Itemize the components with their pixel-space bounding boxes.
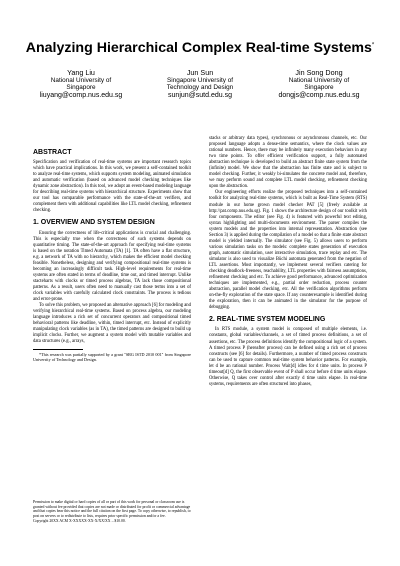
body-paragraph: In RTS module, a system model is composed of multiple elements, i.e. constants, global variables/channels, a set of timed process definitions, a set of assertions, etc. The process definitions identify the compositional logic of a system. A timed process P (hereafter process) can be defined using a rich set of process constructs (see [6] for details). Furthermore, a number of timed process constructs can be used to capture common real-time system behavior patterns. For example, let d be an rational number. Process Wait[d] idles for d time units. In process P timeout[d] Q, the first observable event of P shall occur before d time units elapse. Otherwise, Q takes over control after exactly d time units elapse. In real-time systems, requirements are often structured into phases, xyxy=(209,327,367,387)
copyright-line: Copyright 20XX ACM X-XXXXX-XX-X/XX/XX ...$10.00. xyxy=(33,518,126,523)
abstract-heading: ABSTRACT xyxy=(33,149,72,156)
footnote: *This research was partially supported by a grant "SRG ISTD 2010 001" from Singapore University of Technology and Design. xyxy=(33,352,191,363)
permission-text: Permission to make digital or hard copies of all or part of this work for personal or classroom use is granted without fee provided that copies are not made or distributed for profit or commercial advantage and that copies bear this notice and the full citation on the first page. To copy otherwise, to republish, to post on servers or to redistribute to lists, requires prior specific permission and/or a fee. xyxy=(33,500,191,519)
section-1-paragraph: To solve this problem, we proposed an alternative approach [6] for modeling and verifying hierarchical real-time systems. Based on process algebra, our modeling language introduces a rich set of concurrent operators and compositional timed behavioral patterns like deadline, within, timed interrupt, etc. Instead of explicitly manipulating clock variables (as in TA), the timed patterns are designed to build up implicit clocks. Further, we augment a system model with mutable variables and data structures (e.g., arrays, xyxy=(33,303,191,345)
abstract-text: Specification and verification of real-time systems are important research topics which have practical implications. In this work, we present a self-contained toolkit to analyze real-time systems, which supports system modeling, animated simulation and automatic verification (based on advanced model checking techniques like dynamic zone abstraction). In this tool, we adopt an event-based modeling language for describing real-time systems with hierarchical structure. Experiments show that our tool has comparable performance with the state-of-the-art verifiers, and complement them with additional capabilities like LTL model checking, refinement checking. xyxy=(33,160,191,214)
section-1-heading: 1. OVERVIEW AND SYSTEM DESIGN xyxy=(33,219,155,227)
author-affiliation: Singapore University of xyxy=(166,77,234,84)
author-name: Yang Liu xyxy=(67,68,95,77)
right-column xyxy=(209,136,367,388)
paper-title: Analyzing Hierarchical Complex Real-time Systems* xyxy=(25,40,375,56)
author-2 xyxy=(141,68,259,99)
body-paragraph: stacks or arbitrary data types), synchronous or asynchronous channels, etc. Our proposed language adopts a dense-time semantics, where the clock values are rational numbers. Hence, there may be infinitely many execution behaviors in any two time points. To offer efficient verification support, a fully automated abstraction technique is developed to build an abstract finite state system from the (infinite) model. We show that the abstraction has finite state and is subject to model checking. Further, it weakly bi-simulates the concrete model and, therefore, we may perform sound and complete LTL model checking, refinement checking upon the abstraction. xyxy=(209,136,367,190)
author-3 xyxy=(260,68,378,99)
title-footnote-mark: * xyxy=(371,42,375,49)
section-2-heading: 2. REAL-TIME SYSTEM MODELING xyxy=(209,316,326,324)
author-email: sunjun@sutd.edu.sg xyxy=(168,91,232,99)
footnote-rule xyxy=(33,349,83,350)
permission-block xyxy=(33,500,191,524)
author-affiliation: National University of xyxy=(50,77,112,84)
author-1 xyxy=(22,68,140,99)
author-block xyxy=(22,68,378,99)
section-1-paragraph: Ensuring the correctness of life-critical applications is crucial and challenging. This is especially true when the correctness of such systems depends on quantitative timing. The state-of-the-art approach for specifying real-time systems is based on the notation Timed Automata (TA) [1]. TA often have a flat structure, e.g. a network of TA with no hierarchy, which makes the efficient model checking feasible. Nonetheless, designing and verifying compositional real-time systems is becoming an increasingly difficult task. High-level requirements for real-time systems are often stated in terms of deadline, time out, and timed interrupt. Unlike stacteharts with clocks or timed process algebras, TA lack those compositional patterns. As a result, users often need to manually cast those terms into a set of clock variables with carefully calculated clock constraints. The process is tedious and error-prone. xyxy=(33,230,191,303)
author-name: Jin Song Dong xyxy=(295,68,343,77)
author-name: Jun Sun xyxy=(186,68,214,77)
author-email: dongjs@comp.nus.edu.sg xyxy=(278,91,360,99)
author-affiliation: National University of xyxy=(288,77,350,84)
left-column xyxy=(33,150,191,362)
author-email: liuyang@comp.nus.edu.sg xyxy=(39,91,123,99)
body-paragraph: Our engineering efforts realize the proposed techniques into a self-contained toolkit for analyzing real-time systems, which is built as Real-Time System (RTS) module in our home grown model checker PAT [5] (freely available at http://pat.comp.nus.edu.sg). Fig. 1 shows the architecture design of our toolkit with four components. The editor (see Fig. 4) is featured with powerful text editing, syntax highlighting and multi-documents environment. The parser compiles the system models and the properties into internal representation. Abstraction (see Section 3) is applied during the compilation of a model so that a finite state abstract model is yielded internally. The simulator (see Fig. 5) allows users to perform various simulation tasks on the models: complete states generation of execution graph, automatic simulation, user interactive simulation, trace replay and etc. The simulator is also used to visualize Büchi automata generated from the negation of LTL assertions. Most importantly, we implement several verifiers catering for checking deadlock-freeness, reachability, LTL properties with fairness assumptions, refinement checking and etc. To achieve good performance, advanced optimization techniques are implemented, e.g., partial order reduction, process counter abstraction, parallel model checking, etc. All the verification algorithms perform on-the-fly exploration of the state space. If any counterexample is identified during the exploration, then it can be animated in the simulator for the purpose of debugging. xyxy=(209,190,367,311)
author-affiliation: Singapore xyxy=(66,84,96,92)
author-affiliation: Technology and Design xyxy=(166,84,234,92)
author-affiliation: Singapore xyxy=(304,84,334,92)
